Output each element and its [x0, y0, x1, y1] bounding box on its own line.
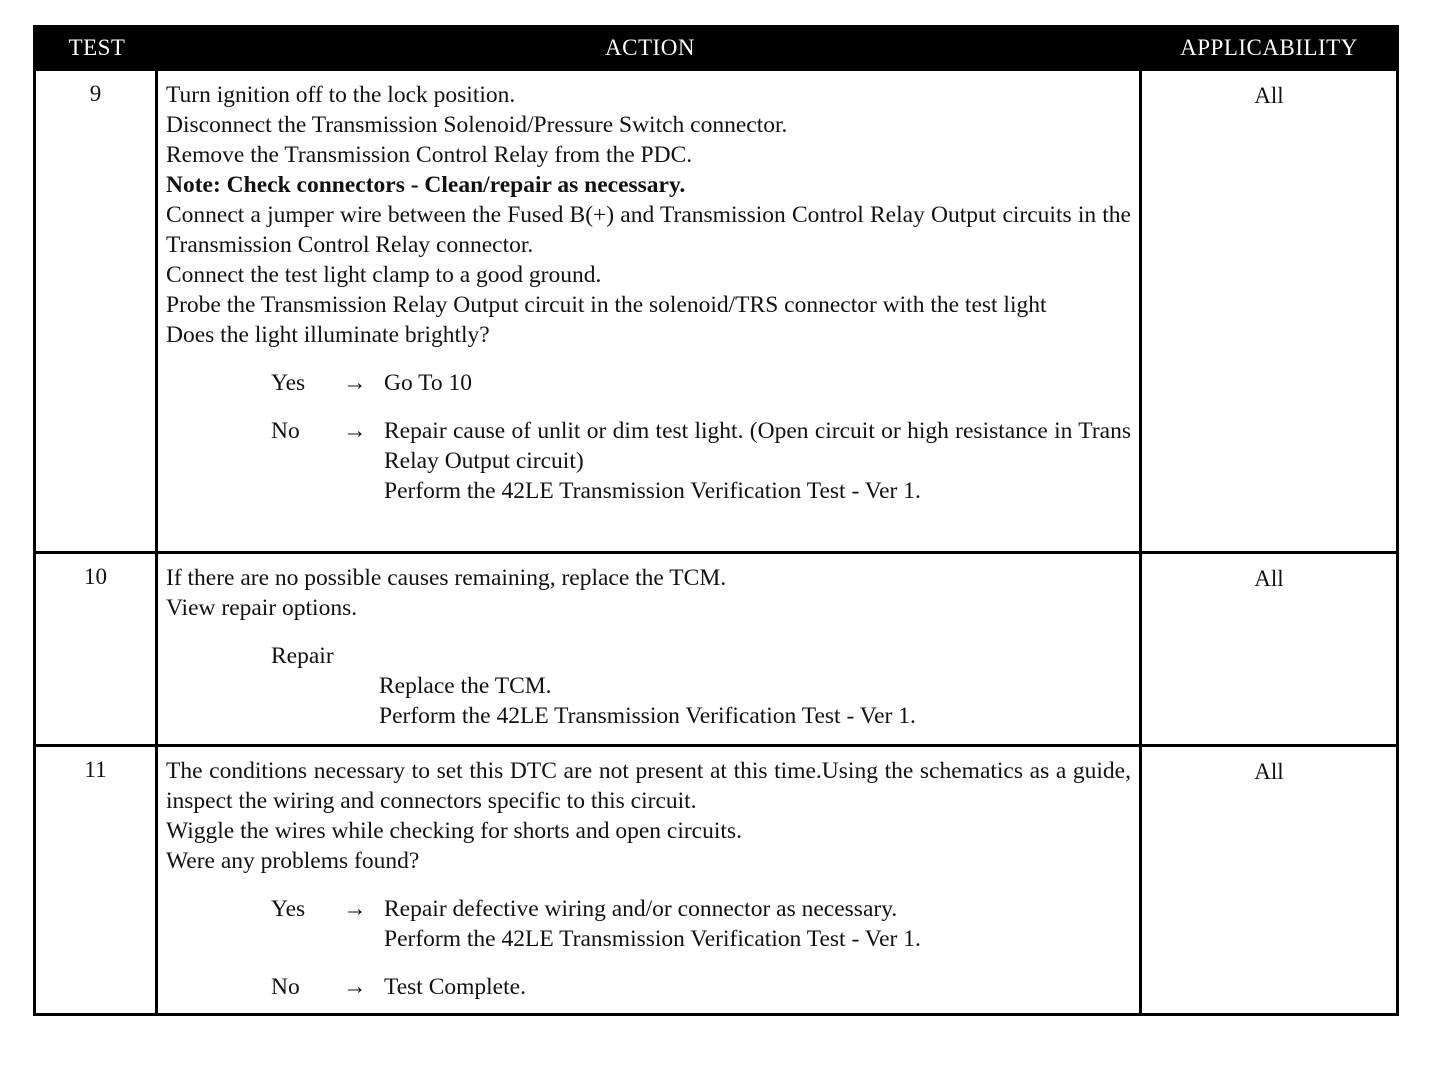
arrow-icon: →	[343, 370, 367, 396]
yes-text-line: Perform the 42LE Transmission Verification Test - Ver 1.	[384, 926, 921, 952]
repair-step: Perform the 42LE Transmission Verification Test - Ver 1.	[379, 703, 916, 729]
arrow-icon: →	[343, 418, 367, 444]
action-line: Remove the Transmission Control Relay from the PDC.	[166, 142, 693, 168]
table-row	[36, 68, 1396, 551]
applicability-cell: All	[1254, 566, 1284, 591]
no-text	[384, 416, 1131, 506]
applicability-cell: All	[1254, 759, 1284, 784]
yes-option	[166, 368, 1131, 398]
diagnostic-table	[33, 25, 1399, 1016]
header-action: ACTION	[605, 35, 695, 60]
no-option	[166, 972, 1131, 1002]
note-line: Note: Check connectors - Clean/repair as necessary.	[166, 172, 686, 198]
repair-step: Replace the TCM.	[379, 673, 552, 699]
test-number: 9	[36, 71, 158, 551]
no-text-line: Repair cause of unlit or dim test light. (Open circuit or high resistance in Trans Relay Output circuit)	[384, 418, 1131, 474]
header-test: TEST	[68, 35, 126, 60]
action-line: If there are no possible causes remaining, replace the TCM.	[166, 565, 727, 591]
action-line: The conditions necessary to set this DTC are not present at this time.Using the schematics as a guide, inspect the wiring and connectors specific to this circuit.	[166, 758, 1131, 814]
table-header	[36, 28, 1396, 68]
action-line: Probe the Transmission Relay Output circuit in the solenoid/TRS connector with the test light	[166, 292, 1047, 318]
no-option	[166, 416, 1131, 506]
action-cell	[158, 747, 1142, 1013]
table-row	[36, 744, 1396, 1013]
yes-text	[384, 894, 1131, 954]
arrow-icon: →	[343, 896, 367, 922]
yes-text: Go To 10	[384, 370, 473, 396]
applicability-cell: All	[1254, 83, 1284, 108]
action-cell	[158, 554, 1142, 744]
action-line: Disconnect the Transmission Solenoid/Pressure Switch connector.	[166, 112, 788, 138]
no-text-line: Perform the 42LE Transmission Verification Test - Ver 1.	[384, 478, 921, 504]
action-line: Connect the test light clamp to a good ground.	[166, 262, 602, 288]
no-label: No	[271, 418, 300, 444]
action-line: View repair options.	[166, 595, 358, 621]
action-line: Wiggle the wires while checking for shorts and open circuits.	[166, 818, 742, 844]
repair-label: Repair	[271, 643, 334, 669]
yes-text-line: Repair defective wiring and/or connector as necessary.	[384, 896, 898, 922]
table-row	[36, 551, 1396, 744]
arrow-icon: →	[343, 974, 367, 1000]
action-line: Turn ignition off to the lock position.	[166, 82, 516, 108]
header-applicability: APPLICABILITY	[1180, 35, 1358, 60]
action-line: Connect a jumper wire between the Fused B(+) and Transmission Control Relay Output circuits in the Transmission Control Relay connector.	[166, 202, 1131, 258]
no-text: Test Complete.	[384, 974, 526, 1000]
yes-label: Yes	[271, 896, 306, 922]
no-label: No	[271, 974, 300, 1000]
question-line: Were any problems found?	[166, 848, 420, 874]
test-number: 10	[36, 554, 158, 744]
test-number: 11	[36, 747, 158, 1013]
yes-option	[166, 894, 1131, 954]
yes-label: Yes	[271, 370, 306, 396]
action-cell	[158, 71, 1142, 551]
question-line: Does the light illuminate brightly?	[166, 322, 490, 348]
